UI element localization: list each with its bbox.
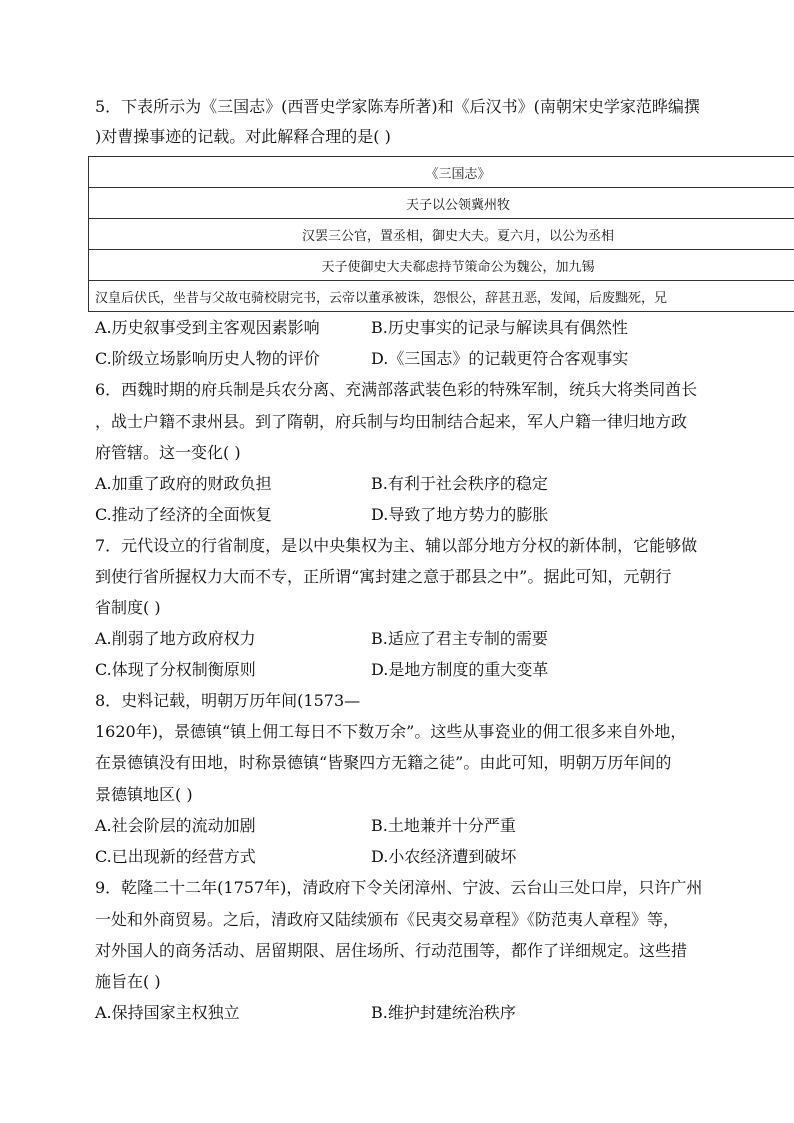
- table-row-3: 天子使御史大夫郗虑持节策命公为魏公，加九锡: [89, 250, 794, 281]
- q5-option-c[interactable]: C.阶级立场影响历史人物的评价: [95, 349, 320, 368]
- q5-source-table: [88, 156, 794, 318]
- table-row-4: 汉皇后伏氏，坐昔与父故屯骑校尉完书，云帝以董承被诛，怨恨公，辞甚丑恶，发闻，后废黜死，兄: [89, 281, 794, 312]
- q6-stem-line-2: ，战士户籍不隶州县。到了隋朝，府兵制与均田制结合起来，军人户籍一律归地方政: [95, 412, 688, 431]
- q7-option-b[interactable]: B.适应了君主专制的需要: [371, 629, 548, 648]
- q5-option-a[interactable]: A.历史叙事受到主客观因素影响: [95, 318, 320, 337]
- q8-stem-line-4: 景德镇地区( ): [95, 785, 193, 804]
- q7-option-d[interactable]: D.是地方制度的重大变革: [371, 660, 549, 679]
- q7-option-a[interactable]: A.削弱了地方政府权力: [95, 629, 256, 648]
- q8-option-a[interactable]: A.社会阶层的流动加剧: [95, 816, 256, 835]
- q5-option-d[interactable]: D.《三国志》的记载更符合客观事实: [371, 349, 629, 368]
- q8-stem-line-3: 在景德镇没有田地，时称景德镇“皆聚四方无籍之徒”。由此可知，明朝万历年间的: [95, 753, 672, 772]
- q6-option-d[interactable]: D.导致了地方势力的膨胀: [371, 505, 549, 524]
- q6-option-b[interactable]: B.有利于社会秩序的稳定: [371, 474, 548, 493]
- q5-stem-line-2: )对曹操事迹的记载。对此解释合理的是( ): [95, 127, 391, 146]
- table-row-1: 天子以公领冀州牧: [89, 188, 794, 219]
- q7-option-c[interactable]: C.体现了分权制衡原则: [95, 660, 256, 679]
- q9-stem-line-1: 9．乾隆二十二年(1757年)，清政府下令关闭漳州、宁波、云台山三处口岸，只许广州: [95, 878, 703, 897]
- q8-option-c[interactable]: C.已出现新的经营方式: [95, 847, 256, 866]
- q7-stem-line-2: 到使行省所握权力大而不专，正所谓“寓封建之意于郡县之中”。据此可知，元朝行: [95, 567, 672, 586]
- q8-option-b[interactable]: B.土地兼并十分严重: [371, 816, 516, 835]
- q6-option-a[interactable]: A.加重了政府的财政负担: [95, 474, 272, 493]
- q8-stem-line-2: 1620年)，景德镇“镇上佣工每日不下数万余”。这些从事瓷业的佣工很多来自外地，: [95, 722, 687, 741]
- q9-option-b[interactable]: B.维护封建统治秩序: [371, 1003, 516, 1022]
- q5-stem-line-1: 5．下表所示为《三国志》(西晋史学家陈寿所著)和《后汉书》(南朝宋史学家范晔编撰: [95, 97, 700, 116]
- q8-stem-line-1: 8．史料记载，明朝万历年间(1573—: [95, 691, 361, 710]
- q9-stem-line-4: 施旨在( ): [95, 972, 161, 991]
- q6-option-c[interactable]: C.推动了经济的全面恢复: [95, 505, 272, 524]
- q7-stem-line-1: 7．元代设立的行省制度，是以中央集权为主、辅以部分地方分权的新体制，它能够做: [95, 536, 698, 555]
- q6-stem-line-1: 6．西魏时期的府兵制是兵农分离、充满部落武装色彩的特殊军制，统兵大将类同酋长: [95, 380, 698, 399]
- table-row-2: 汉罢三公官，置丞相，御史大夫。夏六月，以公为丞相: [89, 219, 794, 250]
- q9-stem-line-3: 对外国人的商务活动、居留期限、居住场所、行动范围等，都作了详细规定。这些措: [95, 941, 688, 960]
- q8-option-d[interactable]: D.小农经济遭到破坏: [371, 847, 517, 866]
- q9-option-a[interactable]: A.保持国家主权独立: [95, 1003, 240, 1022]
- sanguozhi-table: [88, 156, 794, 312]
- q9-stem-line-2: 一处和外商贸易。之后，清政府又陆续颁布《民夷交易章程》《防范夷人章程》等，: [95, 910, 680, 929]
- table-header-cell: 《三国志》: [89, 157, 794, 188]
- q7-stem-line-3: 省制度( ): [95, 598, 161, 617]
- q6-stem-line-3: 府管辖。这一变化( ): [95, 443, 241, 462]
- q5-option-b[interactable]: B.历史事实的记录与解读具有偶然性: [371, 318, 628, 337]
